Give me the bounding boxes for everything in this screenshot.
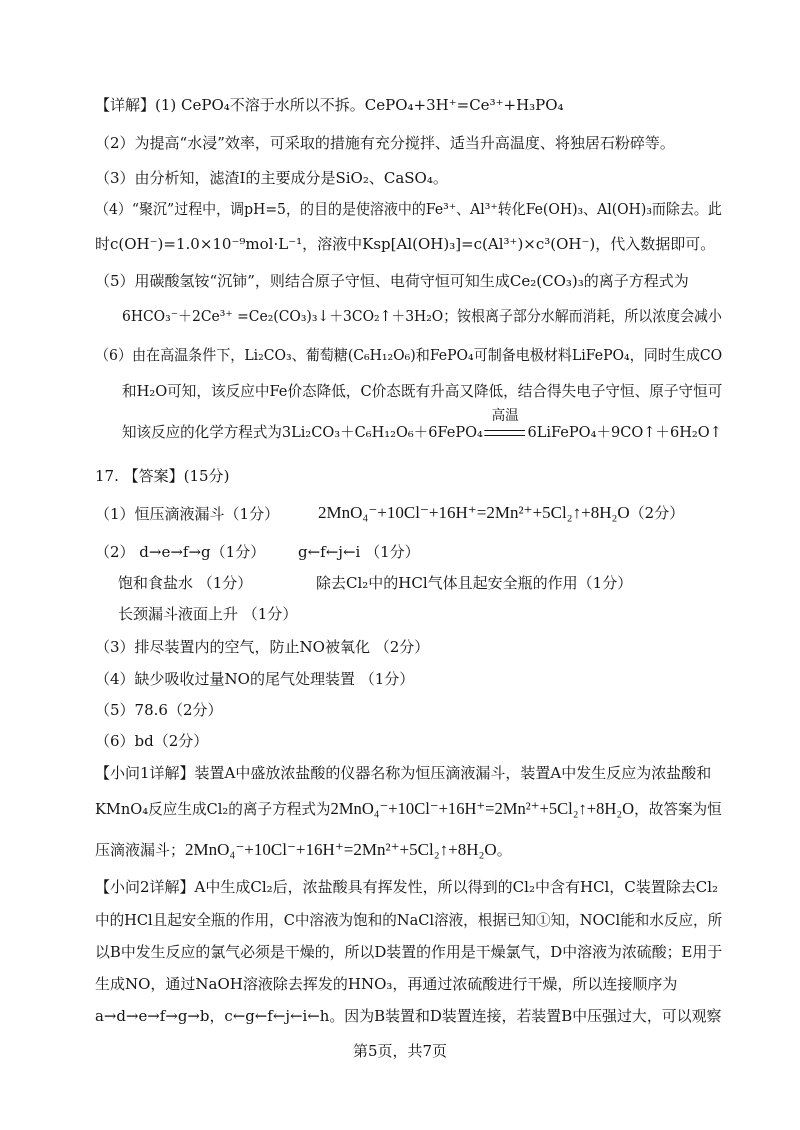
detail-line-5a: （5）用碳酸氢铵“沉铈”，则结合原子守恒、电荷守恒可知生成Ce₂(CO₃)₃的离子方程式为 bbox=[95, 272, 689, 290]
q17-answer-3: （3）排尽装置内的空气，防止NO被氧化 （2分） bbox=[95, 638, 430, 656]
equation-reactants: 知该反应的化学方程式为3Li₂CO₃＋C₆H₁₂O₆＋6FePO₄ bbox=[122, 423, 483, 441]
q2-detail-line-4: 生成NO，通过NaOH溶液除去挥发的HNO₃，再通过浓硫酸进行干燥，所以连接顺序为 bbox=[95, 975, 678, 993]
permanganate-equation-inline: 2MnO₄⁻+10Cl⁻+16H⁺=2Mn²⁺+5Cl₂↑+8H₂O bbox=[330, 799, 635, 818]
q1-detail-line-2-tail: ，故答案为恒 bbox=[634, 800, 722, 818]
q1-detail-line-3 bbox=[95, 840, 512, 860]
q1-detail-line-3-text: 压滴液漏斗； bbox=[95, 841, 186, 859]
q17-answer-2-observation: 长颈漏斗液面上升 （1分） bbox=[118, 605, 298, 623]
q2-detail-line-1: 【小问2详解】A中生成Cl₂后，浓盐酸具有挥发性，所以得到的Cl₂中含有HCl，C装置除去Cl₂ bbox=[95, 878, 719, 896]
equation-products: 6LiFePO₄＋9CO↑＋6H₂O↑ bbox=[527, 423, 722, 441]
q2-detail-line-3: 以B中发生反应的氯气必须是干燥的，所以D装置的作用是干燥氯气，D中溶液为浓硫酸；E用于 bbox=[95, 943, 723, 961]
reaction-condition-arrow bbox=[483, 408, 528, 442]
q17-answer-1-equation bbox=[318, 503, 684, 523]
q17-answer-1: （1）恒压滴液漏斗（1分） bbox=[95, 505, 280, 523]
q1-detail-line-3-tail: 。 bbox=[496, 841, 512, 859]
permanganate-equation-repeat: 2MnO₄⁻+10Cl⁻+16H⁺=2Mn²⁺+5Cl₂↑+8H₂O bbox=[185, 840, 497, 859]
detail-line-1: 【详解】(1) CePO₄不溶于水所以不拆。CePO₄+3H⁺=Ce³⁺+H₃PO₄ bbox=[95, 96, 564, 114]
q1-detail-line-2 bbox=[95, 799, 722, 819]
detail-line-4b: 时c(OH⁻)=1.0×10⁻⁹mol·L⁻¹，溶液中Ksp[Al(OH)₃]=c(Al³⁺)×c³(OH⁻)，代入数据即可。 bbox=[95, 235, 716, 253]
reaction-condition: 高温 bbox=[491, 408, 519, 424]
detail-line-6c bbox=[122, 408, 722, 442]
q17-answer-5: （5）78.6（2分） bbox=[95, 701, 223, 719]
equals-bars bbox=[485, 430, 526, 436]
q2-detail-line-5: a→d→e→f→g→b，c←g←f←j←i←h。因为B装置和D装置连接，若装置B中压强过大，可以观察 bbox=[95, 1007, 722, 1025]
page-number: 第5页，共7页 bbox=[352, 1042, 448, 1060]
q17-answer-4: （4）缺少吸收过量NO的尾气处理装置 （1分） bbox=[95, 670, 415, 688]
q17-answer-1-score: （2分） bbox=[629, 504, 685, 522]
detail-line-5b: 6HCO₃⁻＋2Ce³⁺ =Ce₂(CO₃)₃↓＋3CO₂↑＋3H₂O；铵根离子部分水解而消耗，所以浓度会减小 bbox=[122, 307, 722, 325]
detail-line-3: （3）由分析知，滤渣Ⅰ的主要成分是SiO₂、CaSO₄。 bbox=[95, 169, 448, 187]
q17-answer-2-order-b: g←f←j←i （1分） bbox=[298, 543, 420, 561]
q17-answer-2-order-a: （2） d→e→f→g（1分） bbox=[95, 543, 266, 561]
q17-answer-2-reagent: 饱和食盐水 （1分） bbox=[118, 574, 253, 592]
detail-line-4a: （4）“聚沉”过程中，调pH=5，的目的是使溶液中的Fe³⁺、Al³⁺转化Fe(OH)₃、Al(OH)₃而除去。此 bbox=[95, 200, 722, 218]
permanganate-equation: 2MnO₄⁻+10Cl⁻+16H⁺=2Mn²⁺+5Cl₂↑+8H₂O bbox=[318, 503, 630, 522]
q2-detail-line-2: 中的HCl且起安全瓶的作用，C中溶液为饱和的NaCl溶液，根据已知①知，NOCl能和水反应，所 bbox=[95, 911, 723, 929]
q17-answer-6: （6）bd（2分） bbox=[95, 732, 209, 750]
q1-detail-line-1: 【小问1详解】装置A中盛放浓盐酸的仪器名称为恒压滴液漏斗，装置A中发生反应为浓盐酸和 bbox=[95, 764, 712, 782]
q1-detail-line-2-text: KMnO₄反应生成Cl₂的离子方程式为 bbox=[95, 800, 331, 818]
q17-answer-2-purpose: 除去Cl₂中的HCl气体且起安全瓶的作用（1分） bbox=[316, 574, 633, 592]
detail-line-2: （2）为提高“水浸”效率，可采取的措施有充分搅拌、适当升高温度、将独居石粉碎等。 bbox=[95, 134, 675, 152]
q17-header: 17. 【答案】(15分) bbox=[95, 467, 230, 485]
detail-line-6b: 和H₂O可知，该反应中Fe价态降低，C价态既有升高又降低，结合得失电子守恒、原子守恒可 bbox=[122, 382, 723, 400]
detail-line-6a: （6）由在高温条件下，Li₂CO₃、葡萄糖(C₆H₁₂O₆)和FePO₄可制备电极材料LiFePO₄，同时生成CO bbox=[95, 346, 723, 364]
